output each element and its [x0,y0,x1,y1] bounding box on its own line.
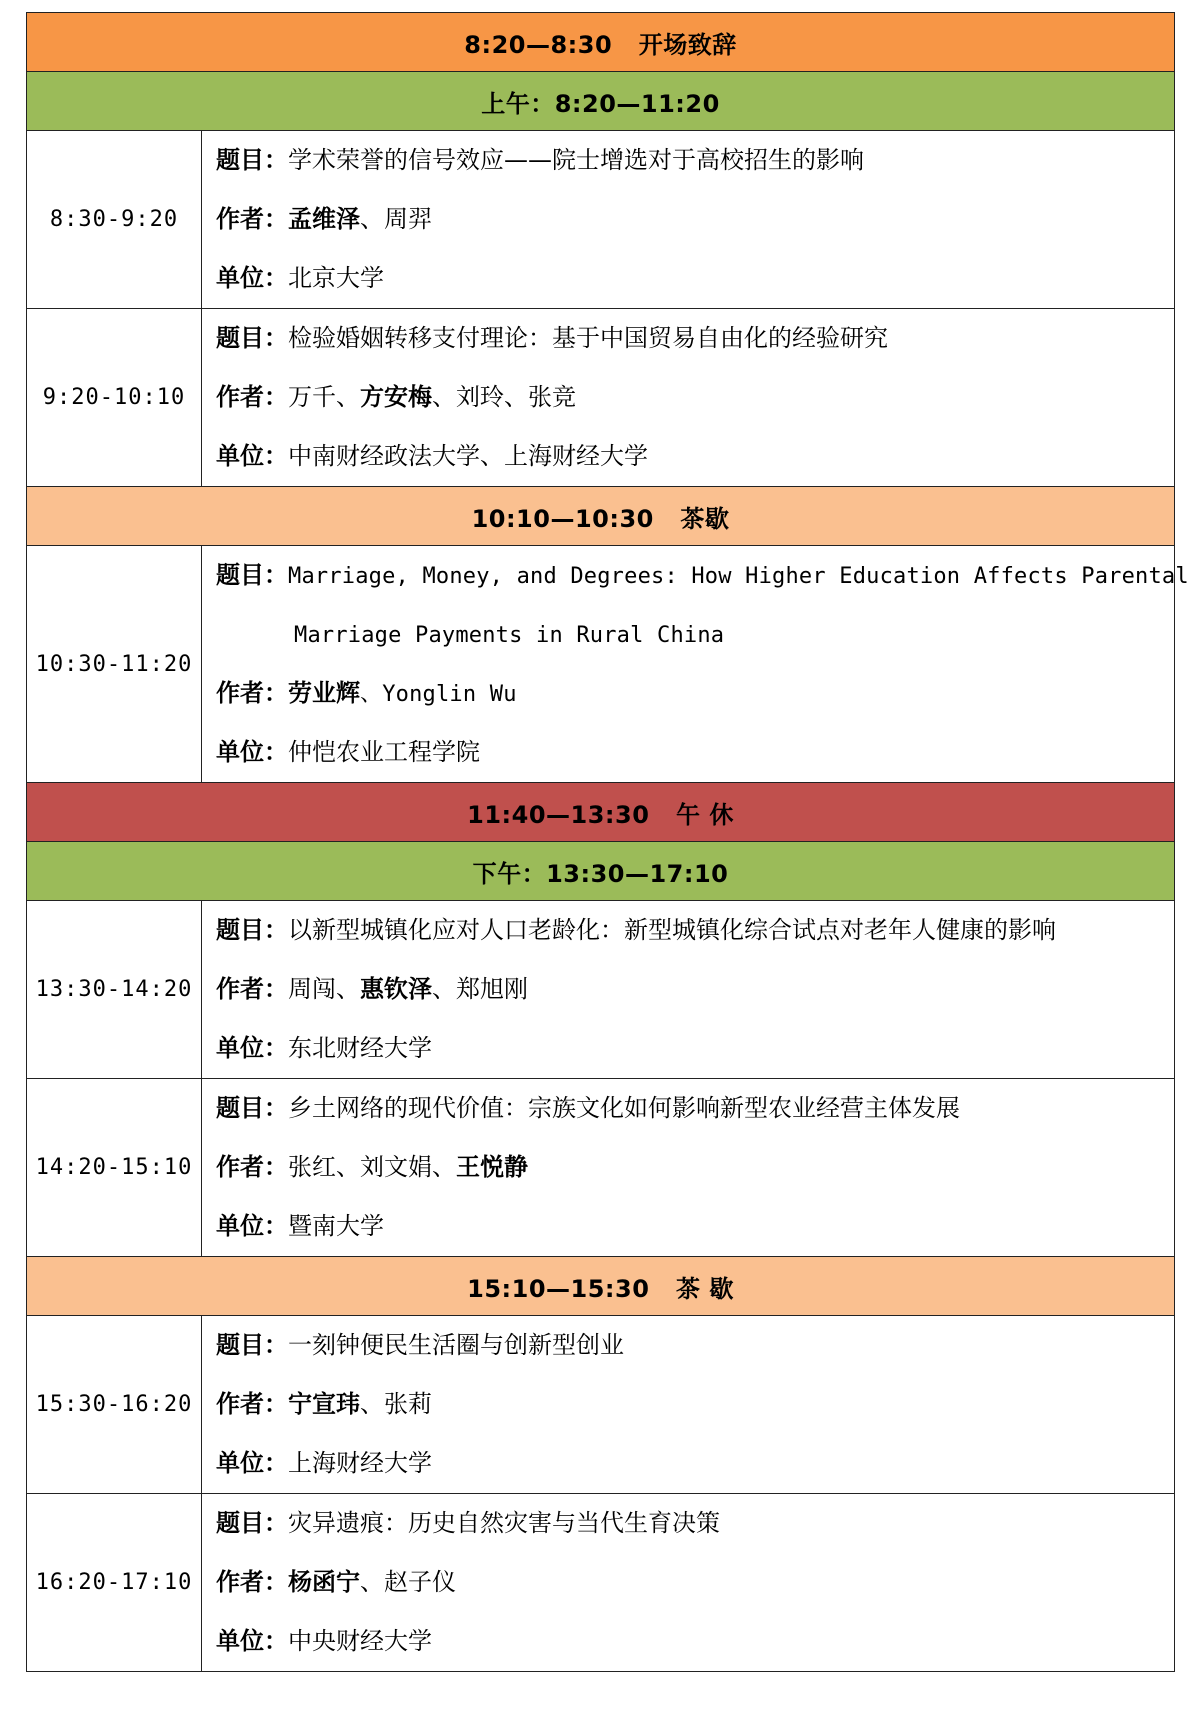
paper-title: 学术荣誉的信号效应——院士增选对于高校招生的影响 [288,146,864,174]
session-row [27,1316,1175,1494]
author-line [216,1553,1174,1612]
session-time: 15:30-16:20 [27,1316,202,1494]
unit-line [216,427,1174,486]
session-row [27,131,1175,309]
co-authors: 张红、刘文娟、 [288,1153,456,1181]
author-label: 作者： [216,205,288,233]
session-detail [202,131,1175,309]
unit-name: 仲恺农业工程学院 [288,738,480,766]
presenting-author: 孟维泽 [288,205,360,233]
title-label: 题目： [216,916,288,944]
author-line [216,368,1174,427]
band-afternoon-label: 下午：13:30—17:10 [472,859,729,888]
session-time: 10:30-11:20 [27,546,202,783]
band-tea-break-1 [27,487,1175,546]
unit-label: 单位： [216,1627,288,1655]
co-authors: 万千、 [288,383,360,411]
title-label: 题目： [216,561,288,589]
title-label: 题目： [216,324,288,352]
band-tea-break-2 [27,1257,1175,1316]
co-authors: 、张莉 [360,1390,432,1418]
co-authors: 、赵子仪 [360,1568,456,1596]
session-detail [202,1079,1175,1257]
session-time: 8:30-9:20 [27,131,202,309]
session-row [27,1079,1175,1257]
band-tea-break-1-label: 10:10—10:30 茶歇 [471,504,730,533]
author-label: 作者： [216,1390,288,1418]
author-label: 作者： [216,383,288,411]
author-line [216,960,1174,1019]
unit-label: 单位： [216,264,288,292]
title-label: 题目： [216,146,288,174]
unit-label: 单位： [216,1449,288,1477]
presenting-author: 王悦静 [456,1153,528,1181]
session-row [27,309,1175,487]
session-detail [202,901,1175,1079]
title-label: 题目： [216,1509,288,1537]
title-line [216,546,1189,605]
title-label: 题目： [216,1094,288,1122]
co-authors: 周闯、 [288,975,360,1003]
author-label: 作者： [216,679,288,707]
unit-name: 上海财经大学 [288,1449,432,1477]
band-morning [27,72,1175,131]
session-time: 13:30-14:20 [27,901,202,1079]
band-afternoon [27,842,1175,901]
author-line [216,1375,1174,1434]
session-time: 14:20-15:10 [27,1079,202,1257]
unit-label: 单位： [216,738,288,766]
band-tea-break-2-label: 15:10—15:30 茶 歇 [467,1274,734,1303]
author-line [216,190,1174,249]
unit-line [216,1612,1174,1671]
schedule-table [26,12,1189,1672]
unit-name: 中央财经大学 [288,1627,432,1655]
author-label: 作者： [216,975,288,1003]
unit-label: 单位： [216,1212,288,1240]
paper-title-continued: Marriage Payments in Rural China [294,623,725,648]
title-line [216,901,1174,960]
title-line-continued [216,605,1174,664]
unit-name: 中南财经政法大学、上海财经大学 [288,442,648,470]
author-label: 作者： [216,1153,288,1181]
unit-name: 暨南大学 [288,1212,384,1240]
unit-line [216,723,1174,782]
unit-line [216,1197,1174,1256]
paper-title: Marriage, Money, and Degrees: How Higher Education Affects Parental [288,564,1189,589]
unit-line [216,249,1174,308]
title-label: 题目： [216,1331,288,1359]
paper-title: 检验婚姻转移支付理论：基于中国贸易自由化的经验研究 [288,324,888,352]
session-detail [202,309,1175,487]
band-opening-label: 8:20—8:30 开场致辞 [464,30,737,59]
session-detail [202,546,1189,783]
unit-label: 单位： [216,1034,288,1062]
co-authors: 、刘玲、张竞 [432,383,576,411]
band-morning-label: 上午：8:20—11:20 [481,89,720,118]
author-line [216,664,1174,723]
paper-title: 灾异遗痕：历史自然灾害与当代生育决策 [288,1509,720,1537]
paper-title: 以新型城镇化应对人口老龄化：新型城镇化综合试点对老年人健康的影响 [288,916,1056,944]
band-lunch [27,783,1175,842]
co-authors: 、郑旭刚 [432,975,528,1003]
band-lunch-label: 11:40—13:30 午 休 [467,800,734,829]
session-row [27,901,1175,1079]
co-authors: 、周羿 [360,205,432,233]
session-row [27,1494,1175,1672]
paper-title: 一刻钟便民生活圈与创新型创业 [288,1331,624,1359]
session-row [27,546,1175,783]
presenting-author: 惠钦泽 [360,975,432,1003]
unit-name: 北京大学 [288,264,384,292]
title-line [216,131,1174,190]
session-time: 9:20-10:10 [27,309,202,487]
co-authors: 、Yonglin Wu [360,682,517,707]
unit-name: 东北财经大学 [288,1034,432,1062]
author-line [216,1138,1174,1197]
title-line [216,1494,1174,1553]
presenting-author: 宁宣玮 [288,1390,360,1418]
title-line [216,1079,1174,1138]
session-time: 16:20-17:10 [27,1494,202,1672]
title-line [216,1316,1174,1375]
paper-title: 乡土网络的现代价值：宗族文化如何影响新型农业经营主体发展 [288,1094,960,1122]
presenting-author: 方安梅 [360,383,432,411]
unit-label: 单位： [216,442,288,470]
session-detail [202,1316,1175,1494]
author-label: 作者： [216,1568,288,1596]
band-opening [27,13,1175,72]
presenting-author: 劳业辉 [288,679,360,707]
unit-line [216,1434,1174,1493]
session-detail [202,1494,1175,1672]
title-line [216,309,1174,368]
presenting-author: 杨函宁 [288,1568,360,1596]
unit-line [216,1019,1174,1078]
